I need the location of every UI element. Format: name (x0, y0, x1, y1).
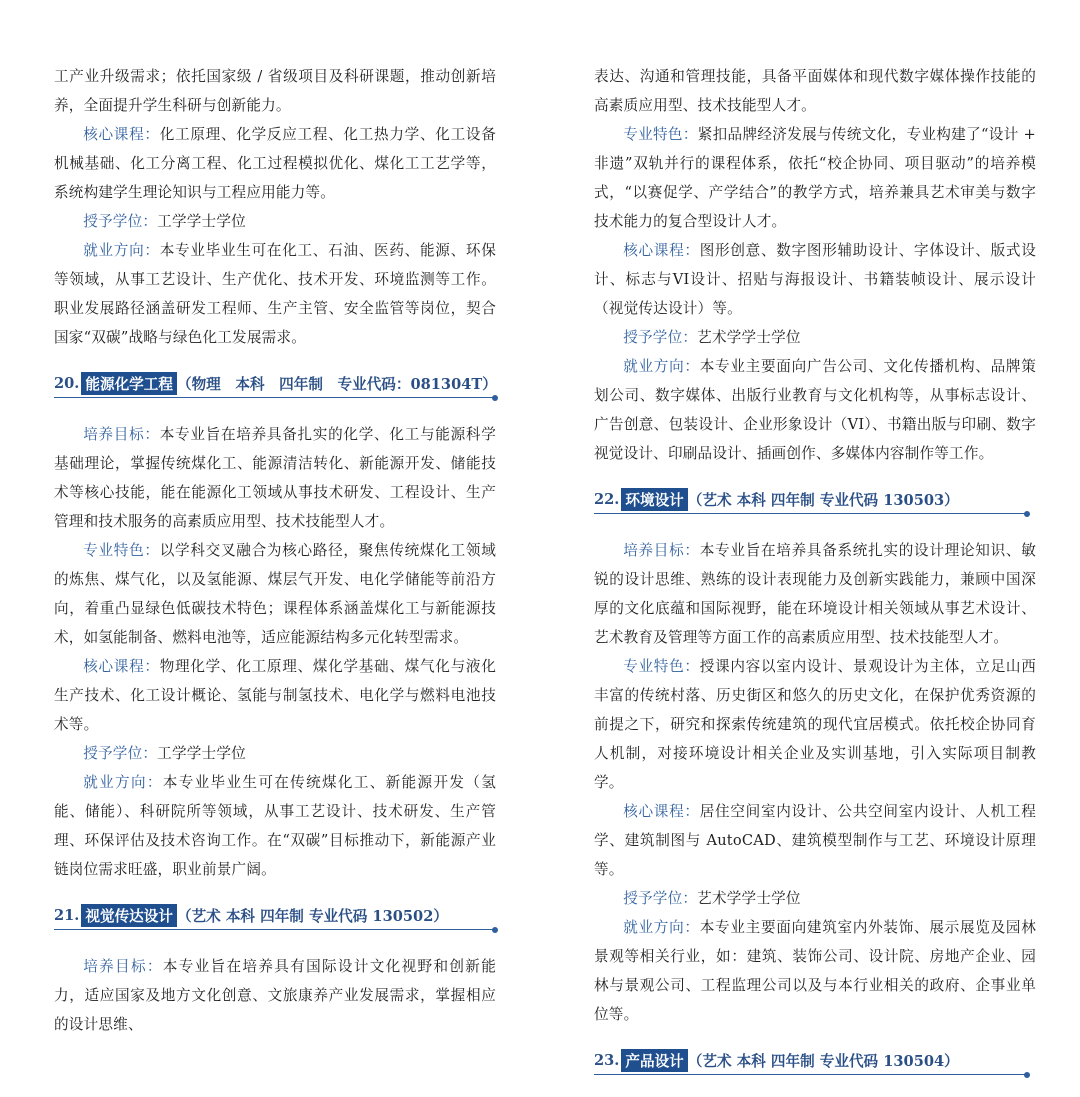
label-career: 就业方向： (83, 242, 160, 259)
section-heading-22 (594, 488, 1036, 518)
paragraph-degree (594, 323, 1036, 352)
text-feature: 授课内容以室内设计、景观设计为主体，立足山西丰富的传统村落、历史街区和悠久的历史文化，在保护优秀资源的前提之下，研究和探索传统建筑的现代宜居模式。依托校企协同育人机制，对接环境设计相关企业及实训基地，引入实际项目制教学。 (594, 658, 1036, 791)
paragraph-core-courses (594, 236, 1036, 323)
text-degree: 艺术学学士学位 (697, 890, 801, 907)
text-goal: 本专业旨在培养具有国际设计文化视野和创新能力，适应国家及地方文化创意、文旅康养产业发展需求，掌握相应的设计思维、 (54, 958, 496, 1033)
paragraph-career (594, 913, 1036, 1029)
paragraph-core-courses (54, 120, 496, 207)
paragraph-continued: 表达、沟通和管理技能，具备平面媒体和现代数字媒体操作技能的高素质应用型、技术技能型人才。 (594, 68, 1036, 114)
heading-dot (1024, 511, 1030, 517)
section-number: 22. (594, 491, 620, 508)
heading-rule (54, 929, 494, 930)
label-core-courses: 核心课程： (83, 126, 160, 143)
label-core-courses: 核心课程： (83, 658, 160, 675)
label-career: 就业方向： (623, 919, 700, 936)
section-title: 环境设计 (621, 488, 687, 511)
heading-dot (492, 395, 498, 401)
paragraph-degree (594, 884, 1036, 913)
text-career: 本专业主要面向广告公司、文化传播机构、品牌策划公司、数字媒体、出版行业教育与文化机构等，从事标志设计、广告创意、包装设计、企业形象设计（VI）、书籍出版与印刷、数字视觉设计、印刷品设计、插画创作、多媒体内容制作等工作。 (594, 358, 1036, 462)
section-title: 能源化学工程 (81, 372, 177, 395)
paragraph-career (54, 236, 496, 352)
section-title: 视觉传达设计 (81, 904, 177, 927)
section-heading-21 (54, 904, 496, 934)
text-career: 本专业毕业生可在传统煤化工、新能源开发（氢能、储能）、科研院所等领域，从事工艺设计、技术研发、生产管理、环保评估及技术咨询工作。在“双碳”目标推动下，新能源产业链岗位需求旺盛，职业前景广阔。 (54, 774, 496, 878)
label-degree: 授予学位： (83, 213, 158, 230)
heading-rule (594, 1074, 1026, 1075)
section-info: （物理 本科 四年制 专业代码：081304T） (176, 376, 497, 393)
heading-rule (594, 513, 1026, 514)
paragraph-continued: 工产业升级需求；依托国家级 / 省级项目及科研课题，推动创新培养，全面提升学生科研与创新能力。 (54, 68, 496, 114)
paragraph-degree (54, 739, 496, 768)
paragraph-career (54, 768, 496, 884)
label-feature: 专业特色： (623, 658, 700, 675)
section-info: （艺术 本科 四年制 专业代码 130502） (176, 908, 448, 925)
heading-dot (1024, 1072, 1030, 1078)
text-goal: 本专业旨在培养具备系统扎实的设计理论知识、敏锐的设计思维、熟练的设计表现能力及创新实践能力，兼顾中国深厚的文化底蕴和国际视野，能在环境设计相关领域从事艺术设计、艺术教育及管理等方面工作的高素质应用型、技术技能型人才。 (594, 542, 1036, 646)
paragraph-goal (54, 952, 496, 1039)
right-column (594, 62, 1036, 1097)
text-feature: 紧扣品牌经济发展与传统文化，专业构建了“设计 + 非遗”双轨并行的课程体系，依托“校企协同、项目驱动”的培养模式，“以赛促学、产学结合”的教学方式，培养兼具艺术审美与数字技术能力的复合型设计人才。 (594, 126, 1036, 230)
paragraph-goal (594, 536, 1036, 652)
section-title: 产品设计 (621, 1049, 687, 1072)
label-goal: 培养目标： (83, 958, 163, 975)
paragraph-career (594, 352, 1036, 468)
text-core-courses: 化工原理、化学反应工程、化工热力学、化工设备机械基础、化工分离工程、化工过程模拟优化、煤化工工艺学等，系统构建学生理论知识与工程应用能力等。 (54, 126, 496, 201)
paragraph-core-courses (54, 652, 496, 739)
text-goal: 本专业旨在培养具备扎实的化学、化工与能源科学基础理论，掌握传统煤化工、能源清洁转化、新能源开发、储能技术等核心技能，能在能源化工领域从事技术研发、工程设计、生产管理和技术服务的高素质应用型、技术技能型人才。 (54, 426, 496, 530)
section-number: 23. (594, 1052, 620, 1069)
label-feature: 专业特色： (83, 542, 160, 559)
text-degree: 工学学士学位 (157, 745, 246, 762)
left-column (54, 62, 496, 1039)
label-core-courses: 核心课程： (623, 803, 700, 820)
section-info: （艺术 本科 四年制 专业代码 130503） (687, 492, 959, 509)
text-degree: 工学学士学位 (157, 213, 246, 230)
paragraph-core-courses (594, 797, 1036, 884)
text-core-courses: 物理化学、化工原理、煤化学基础、煤气化与液化生产技术、化工设计概论、氢能与制氢技术、电化学与燃料电池技术等。 (54, 658, 496, 733)
section-heading-23 (594, 1049, 1036, 1079)
label-feature: 专业特色： (623, 126, 698, 143)
text-career: 本专业主要面向建筑室内外装饰、展示展览及园林景观等相关行业，如：建筑、装饰公司、设计院、房地产企业、园林与景观公司、工程监理公司以及与本行业相关的政府、企事业单位等。 (594, 919, 1036, 1023)
text-career: 本专业毕业生可在化工、石油、医药、能源、环保等领域，从事工艺设计、生产优化、技术开发、环境监测等工作。职业发展路径涵盖研发工程师、生产主管、安全监管等岗位，契合国家“双碳”战略与绿色化工发展需求。 (54, 242, 496, 346)
text-degree: 艺术学学士学位 (697, 329, 801, 346)
paragraph-feature (594, 120, 1036, 236)
label-degree: 授予学位： (623, 890, 698, 907)
label-career: 就业方向： (623, 358, 700, 375)
label-degree: 授予学位： (623, 329, 698, 346)
section-number: 21. (54, 907, 80, 924)
label-core-courses: 核心课程： (623, 242, 700, 259)
heading-rule (54, 397, 494, 398)
paragraph-degree (54, 207, 496, 236)
text-feature: 以学科交叉融合为核心路径，聚焦传统煤化工领域的炼焦、煤气化，以及氢能源、煤层气开发、电化学储能等前沿方向，着重凸显绿色低碳技术特色；课程体系涵盖煤化工与新能源技术，如氢能制备、燃料电池等，适应能源结构多元化转型需求。 (54, 542, 496, 646)
paragraph-goal (54, 420, 496, 536)
paragraph-feature (594, 652, 1036, 797)
section-heading-20 (54, 372, 496, 402)
label-degree: 授予学位： (83, 745, 158, 762)
heading-dot (492, 927, 498, 933)
section-number: 20. (54, 375, 80, 392)
label-goal: 培养目标： (83, 426, 160, 443)
text-core-courses: 居住空间室内设计、公共空间室内设计、人机工程学、建筑制图与 AutoCAD、建筑模型制作与工艺、环境设计原理等。 (594, 803, 1036, 878)
text-core-courses: 图形创意、数字图形辅助设计、字体设计、版式设计、标志与VI设计、招贴与海报设计、书籍装帧设计、展示设计（视觉传达设计）等。 (594, 242, 1036, 317)
paragraph-feature (54, 536, 496, 652)
label-goal: 培养目标： (623, 542, 700, 559)
label-career: 就业方向： (83, 774, 163, 791)
section-info: （艺术 本科 四年制 专业代码 130504） (687, 1053, 959, 1070)
